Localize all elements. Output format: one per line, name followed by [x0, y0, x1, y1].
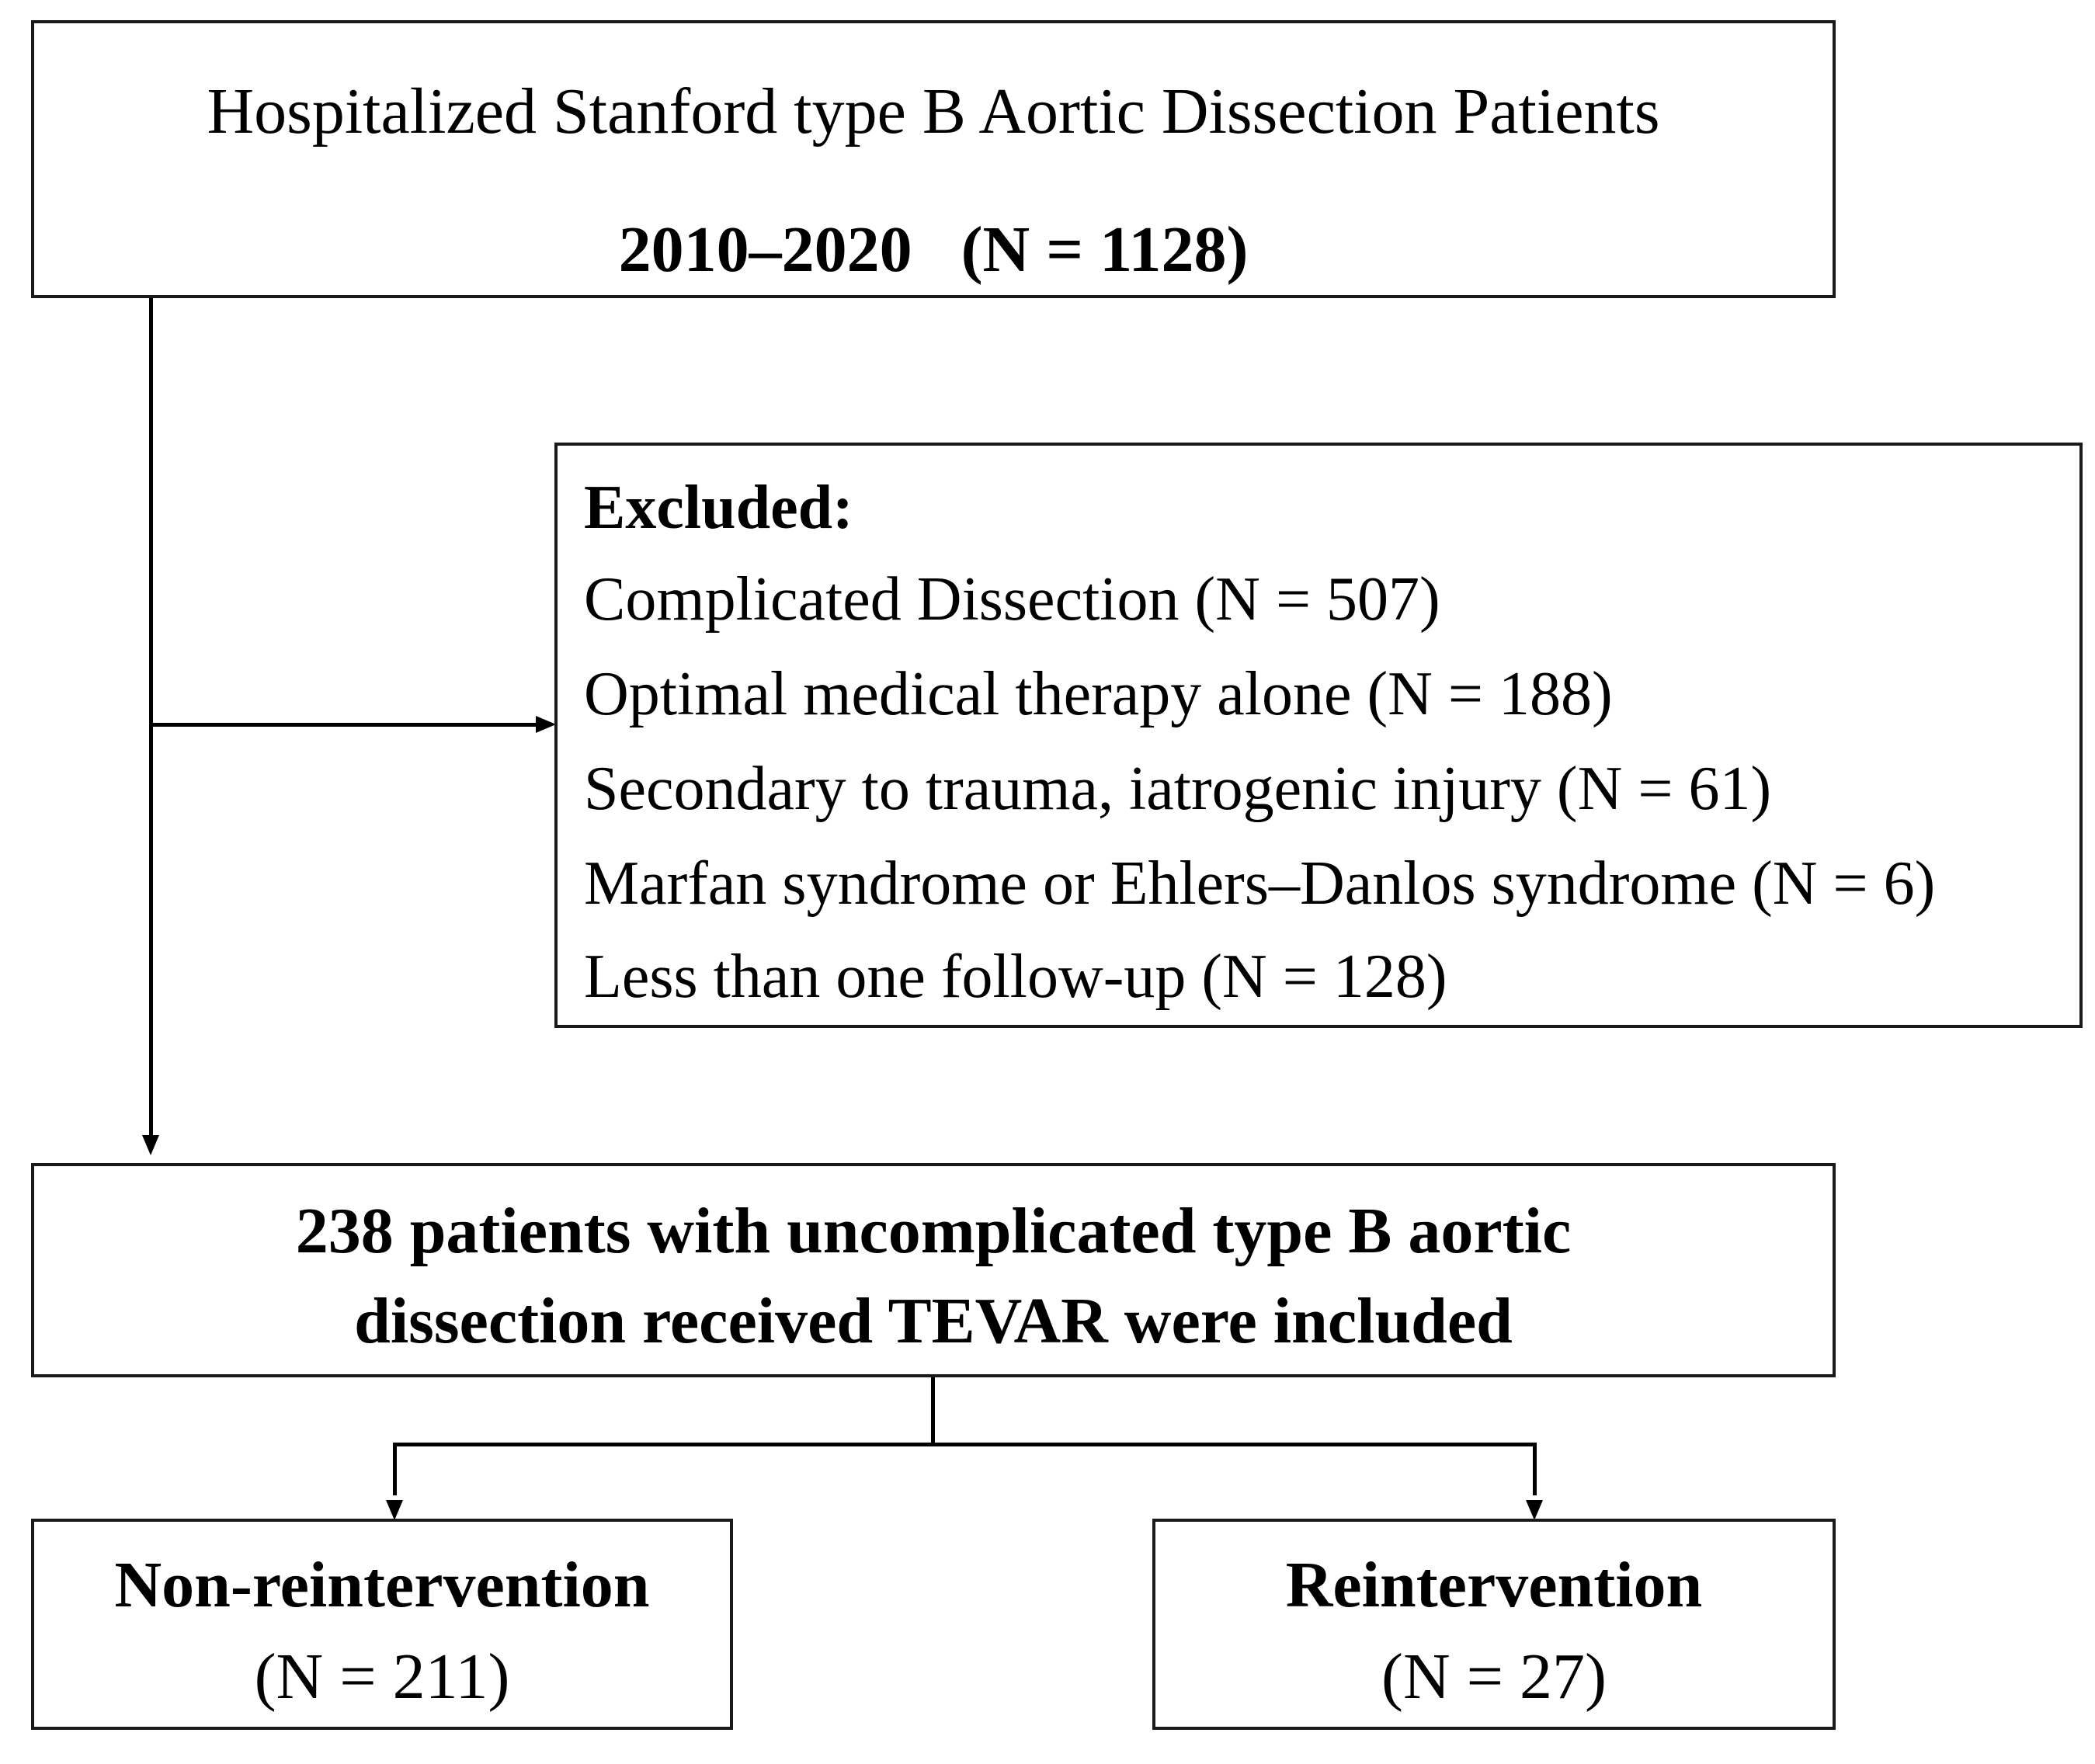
exclusion-item: Optimal medical therapy alone (N = 188)	[584, 660, 1613, 728]
right-branch-connector	[1533, 1443, 1537, 1495]
reintervention-count: (N = 27)	[1381, 1641, 1607, 1713]
exclusion-item: Marfan syndrome or Ehlers–Danlos syndrome (N = 6)	[584, 849, 1936, 918]
left-branch-connector	[393, 1443, 397, 1495]
split-horizontal-connector	[393, 1443, 1537, 1446]
reintervention-box	[1152, 1519, 1836, 1730]
exclusion-arrowhead	[536, 716, 556, 733]
reintervention-title: Reintervention	[1285, 1549, 1703, 1621]
enrollment-title: Hospitalized Stanford type B Aortic Dissection Patients	[207, 75, 1660, 148]
included-line-2: dissection received TEVAR were included	[354, 1285, 1513, 1357]
exclusion-heading: Excluded:	[584, 474, 853, 542]
included-line-1: 238 patients with uncomplicated type B aortic	[295, 1195, 1572, 1267]
exclusion-item: Secondary to trauma, iatrogenic injury (N = 61)	[584, 755, 1772, 823]
main-arrowhead	[142, 1135, 159, 1155]
exclusion-connector	[151, 723, 539, 727]
non-reintervention-count: (N = 211)	[254, 1641, 510, 1713]
exclusion-item: Less than one follow-up (N = 128)	[584, 943, 1447, 1011]
split-vertical-connector	[931, 1377, 935, 1446]
left-branch-arrowhead	[386, 1500, 403, 1520]
right-branch-arrowhead	[1526, 1500, 1543, 1520]
non-reintervention-box	[31, 1519, 733, 1730]
enrollment-count: 2010–2020 (N = 1128)	[618, 214, 1249, 286]
non-reintervention-title: Non-reintervention	[114, 1549, 650, 1621]
main-vertical-connector	[149, 298, 153, 1137]
included-box	[31, 1163, 1836, 1377]
exclusion-box	[554, 443, 2083, 1028]
enrollment-box	[31, 20, 1836, 298]
exclusion-item: Complicated Dissection (N = 507)	[584, 565, 1440, 634]
